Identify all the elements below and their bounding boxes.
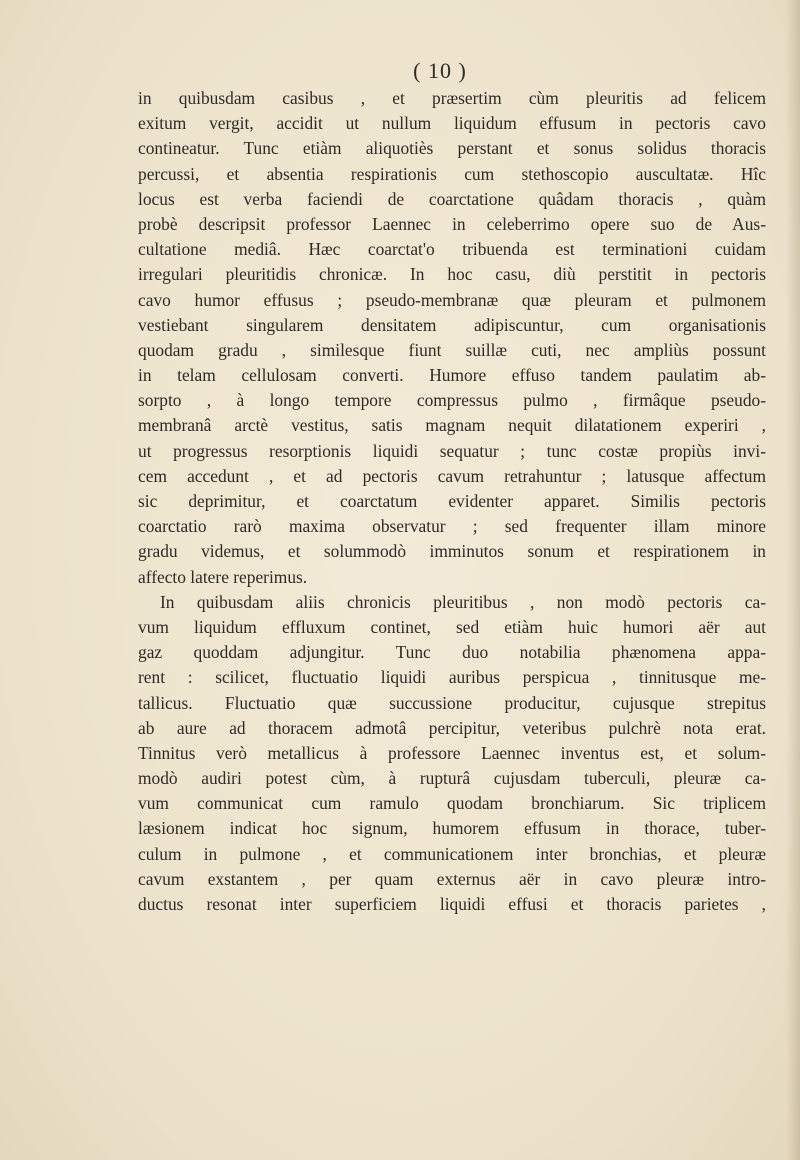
text-line: in telam cellulosam converti. Humore effuso tandem paulatim ab- <box>138 365 766 386</box>
text-line: tallicus. Fluctuatio quæ succussione producitur, cujusque strepitus <box>138 692 766 713</box>
text-line: in quibusdam casibus , et præsertim cùm pleuritis ad felicem <box>138 88 766 108</box>
text-line: læsionem indicat hoc signum, humorem effusum in thorace, tuber- <box>138 818 766 839</box>
text-line: rent : scilicet, fluctuatio liquidi auribus perspicua , tinnitusque me- <box>138 667 766 688</box>
text-line: Tinnitus verò metallicus à professore Laennec inventus est, et solum- <box>138 742 766 763</box>
text-line: vestiebant singularem densitatem adipiscuntur, cum organisationis <box>138 314 766 335</box>
text-line: probè descripsit professor Laennec in celeberrimo opere suo de Aus- <box>138 213 766 234</box>
text-line: affecto latere reperimus. <box>138 566 308 587</box>
text-line: vum communicat cum ramulo quodam bronchiarum. Sic triplicem <box>138 793 766 814</box>
text-line: ut progressus resorptionis liquidi sequatur ; tunc costæ propiùs invi- <box>138 440 766 461</box>
text-line: coarctatio rarò maxima observatur ; sed frequenter illam minore <box>138 516 766 537</box>
text-line: quodam gradu , similesque fiunt suillæ cuti, nec ampliùs possunt <box>138 339 766 360</box>
body-text <box>138 86 766 917</box>
text-line: ab aure ad thoracem admotâ percipitur, veteribus pulchrè nota erat. <box>138 717 766 738</box>
text-line: percussi, et absentia respirationis cum stethoscopio auscultatæ. Hîc <box>138 163 766 184</box>
text-line: ductus resonat inter superficiem liquidi effusi et thoracis parietes , <box>138 894 766 914</box>
text-line: cavo humor effusus ; pseudo-membranæ quæ pleuram et pulmonem <box>138 289 766 310</box>
text-line: vum liquidum effluxum continet, sed etiàm huic humori aër aut <box>138 616 766 637</box>
text-line: cavum exstantem , per quam externus aër in cavo pleuræ intro- <box>138 868 766 889</box>
text-line: modò audiri potest cùm, à rupturâ cujusdam tuberculi, pleuræ ca- <box>138 768 766 789</box>
text-line: culum in pulmone , et communicationem inter bronchias, et pleuræ <box>138 843 766 864</box>
text-line: In quibusdam aliis chronicis pleuritibus , non modò pectoris ca- <box>160 591 766 612</box>
text-line: exitum vergit, accidit ut nullum liquidum effusum in pectoris cavo <box>138 113 766 134</box>
text-line: contineatur. Tunc etiàm aliquotiès perstant et sonus solidus thoracis <box>138 138 766 159</box>
text-line: cem accedunt , et ad pectoris cavum retrahuntur ; latusque affectum <box>138 465 766 486</box>
text-line: irregulari pleuritidis chronicæ. In hoc casu, diù perstitit in pectoris <box>138 264 766 285</box>
text-line: membranâ arctè vestitus, satis magnam nequit dilatationem experiri , <box>138 415 766 436</box>
text-line: gradu videmus, et solummodò imminutos sonum et respirationem in <box>138 541 766 562</box>
text-line: sorpto , à longo tempore compressus pulmo , firmâque pseudo- <box>138 390 766 411</box>
text-line: locus est verba faciendi de coarctatione quâdam thoracis , quàm <box>138 188 766 209</box>
text-line: cultatione mediâ. Hæc coarctat'o tribuenda est terminationi cuidam <box>138 239 766 260</box>
text-line: sic deprimitur, et coarctatum evidenter apparet. Similis pectoris <box>138 491 766 511</box>
page-number: ( 10 ) <box>413 58 467 83</box>
page-edge-shadow <box>786 0 800 1160</box>
text-line: gaz quoddam adjungitur. Tunc duo notabilia phænomena appa- <box>138 642 766 663</box>
